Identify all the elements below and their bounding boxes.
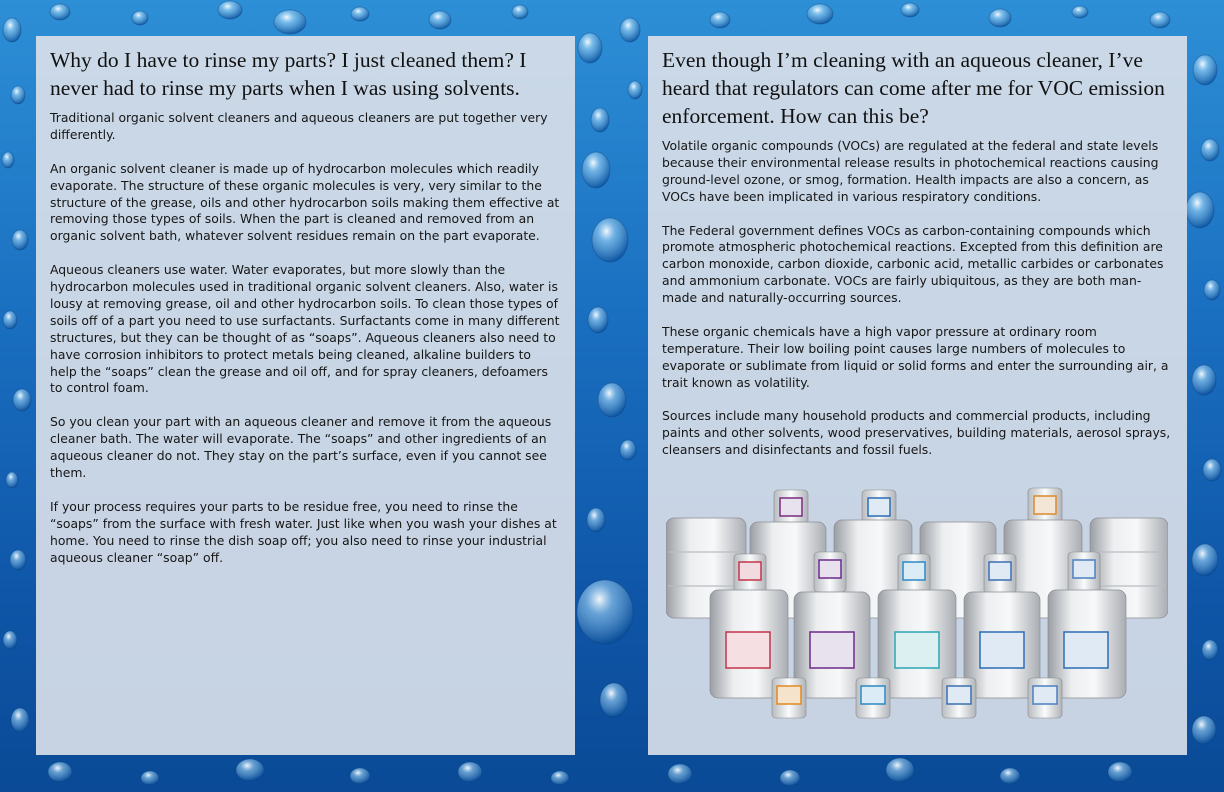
left-paragraph: Aqueous cleaners use water. Water evaporates, but more slowly than the hydrocarbon molecules used in traditional organic solvent cleaners. Also, water is lousy at removing grease, oil and other hydrocarbon soils. To clean those types of soils off of a part you need to use surfactants. Surfactants come in many different structures, but they can be thought of as “soaps”. Aqueous cleaners also need to have corrosion inhibitors to protect metals being cleaned, alkaline builders to help the “soaps” clean the grease and oil off, and for spray cleaners, defoamers to control foam. (50, 262, 560, 396)
left-body (50, 110, 561, 566)
right-paragraph: Sources include many household products and commercial products, including paints and other solvents, wood preservatives, building materials, aerosol sprays, cleansers and disinfectants and fossil fuels. (662, 408, 1171, 458)
left-text-panel (36, 36, 575, 755)
chemical-drums-photo (666, 482, 1168, 730)
right-paragraph: Volatile organic compounds (VOCs) are regulated at the federal and state levels because their environmental release results in photochemical reactions causing ground-level ozone, or smog, formation. Health impacts are also a concern, as VOCs have been implicated in various respiratory conditions. (662, 138, 1159, 204)
right-heading: Even though I’m cleaning with an aqueous cleaner, I’ve heard that regulators can come after me for VOC emission enforcement. How can this be? (662, 48, 1165, 128)
left-heading: Why do I have to rinse my parts? I just cleaned them? I never had to rinse my parts when I was using solvents. (50, 48, 527, 100)
right-body (662, 138, 1175, 459)
left-paragraph: Traditional organic solvent cleaners and aqueous cleaners are put together very differently. (50, 110, 548, 142)
right-text-panel (648, 36, 1187, 755)
right-paragraph: These organic chemicals have a high vapor pressure at ordinary room temperature. Their low boiling point causes large numbers of molecules to evaporate or sublimate from liquid or solid forms and enter the surrounding air, a trait known as volatility. (662, 323, 1169, 390)
right-paragraph: The Federal government defines VOCs as carbon-containing compounds which promote atmospheric photochemical reactions. Excepted from this definition are carbon monoxide, carbon dioxide, carbonic acid, metallic carbides or carbonates and ammonium carbonate. VOCs are fairly ubiquitous, as they are both man-made and naturally-occurring sources. (662, 222, 1164, 306)
left-paragraph: If your process requires your parts to be residue free, you need to rinse the “soaps” from the surface with fresh water. Just like when you wash your dishes at home. You need to rinse the dish soap off; you also need to rinse your industrial aqueous cleaner “soap” off. (50, 498, 557, 565)
left-paragraph: So you clean your part with an aqueous cleaner and remove it from the aqueous cleaner bath. The water will evaporate. The “soaps” and other ingredients of an aqueous cleaner do not. They stay on the part’s surface, even if you cannot see them. (50, 414, 552, 480)
left-paragraph: An organic solvent cleaner is made up of hydrocarbon molecules which readily evaporate. The structure of these organic molecules is very, very similar to the structure of the grease, oils and other hydrocarbon soils making them effective at removing those types of soils. When the part is cleaned and removed from an organic solvent bath, whatever solvent residues remain on the part evaporate. (50, 160, 560, 244)
